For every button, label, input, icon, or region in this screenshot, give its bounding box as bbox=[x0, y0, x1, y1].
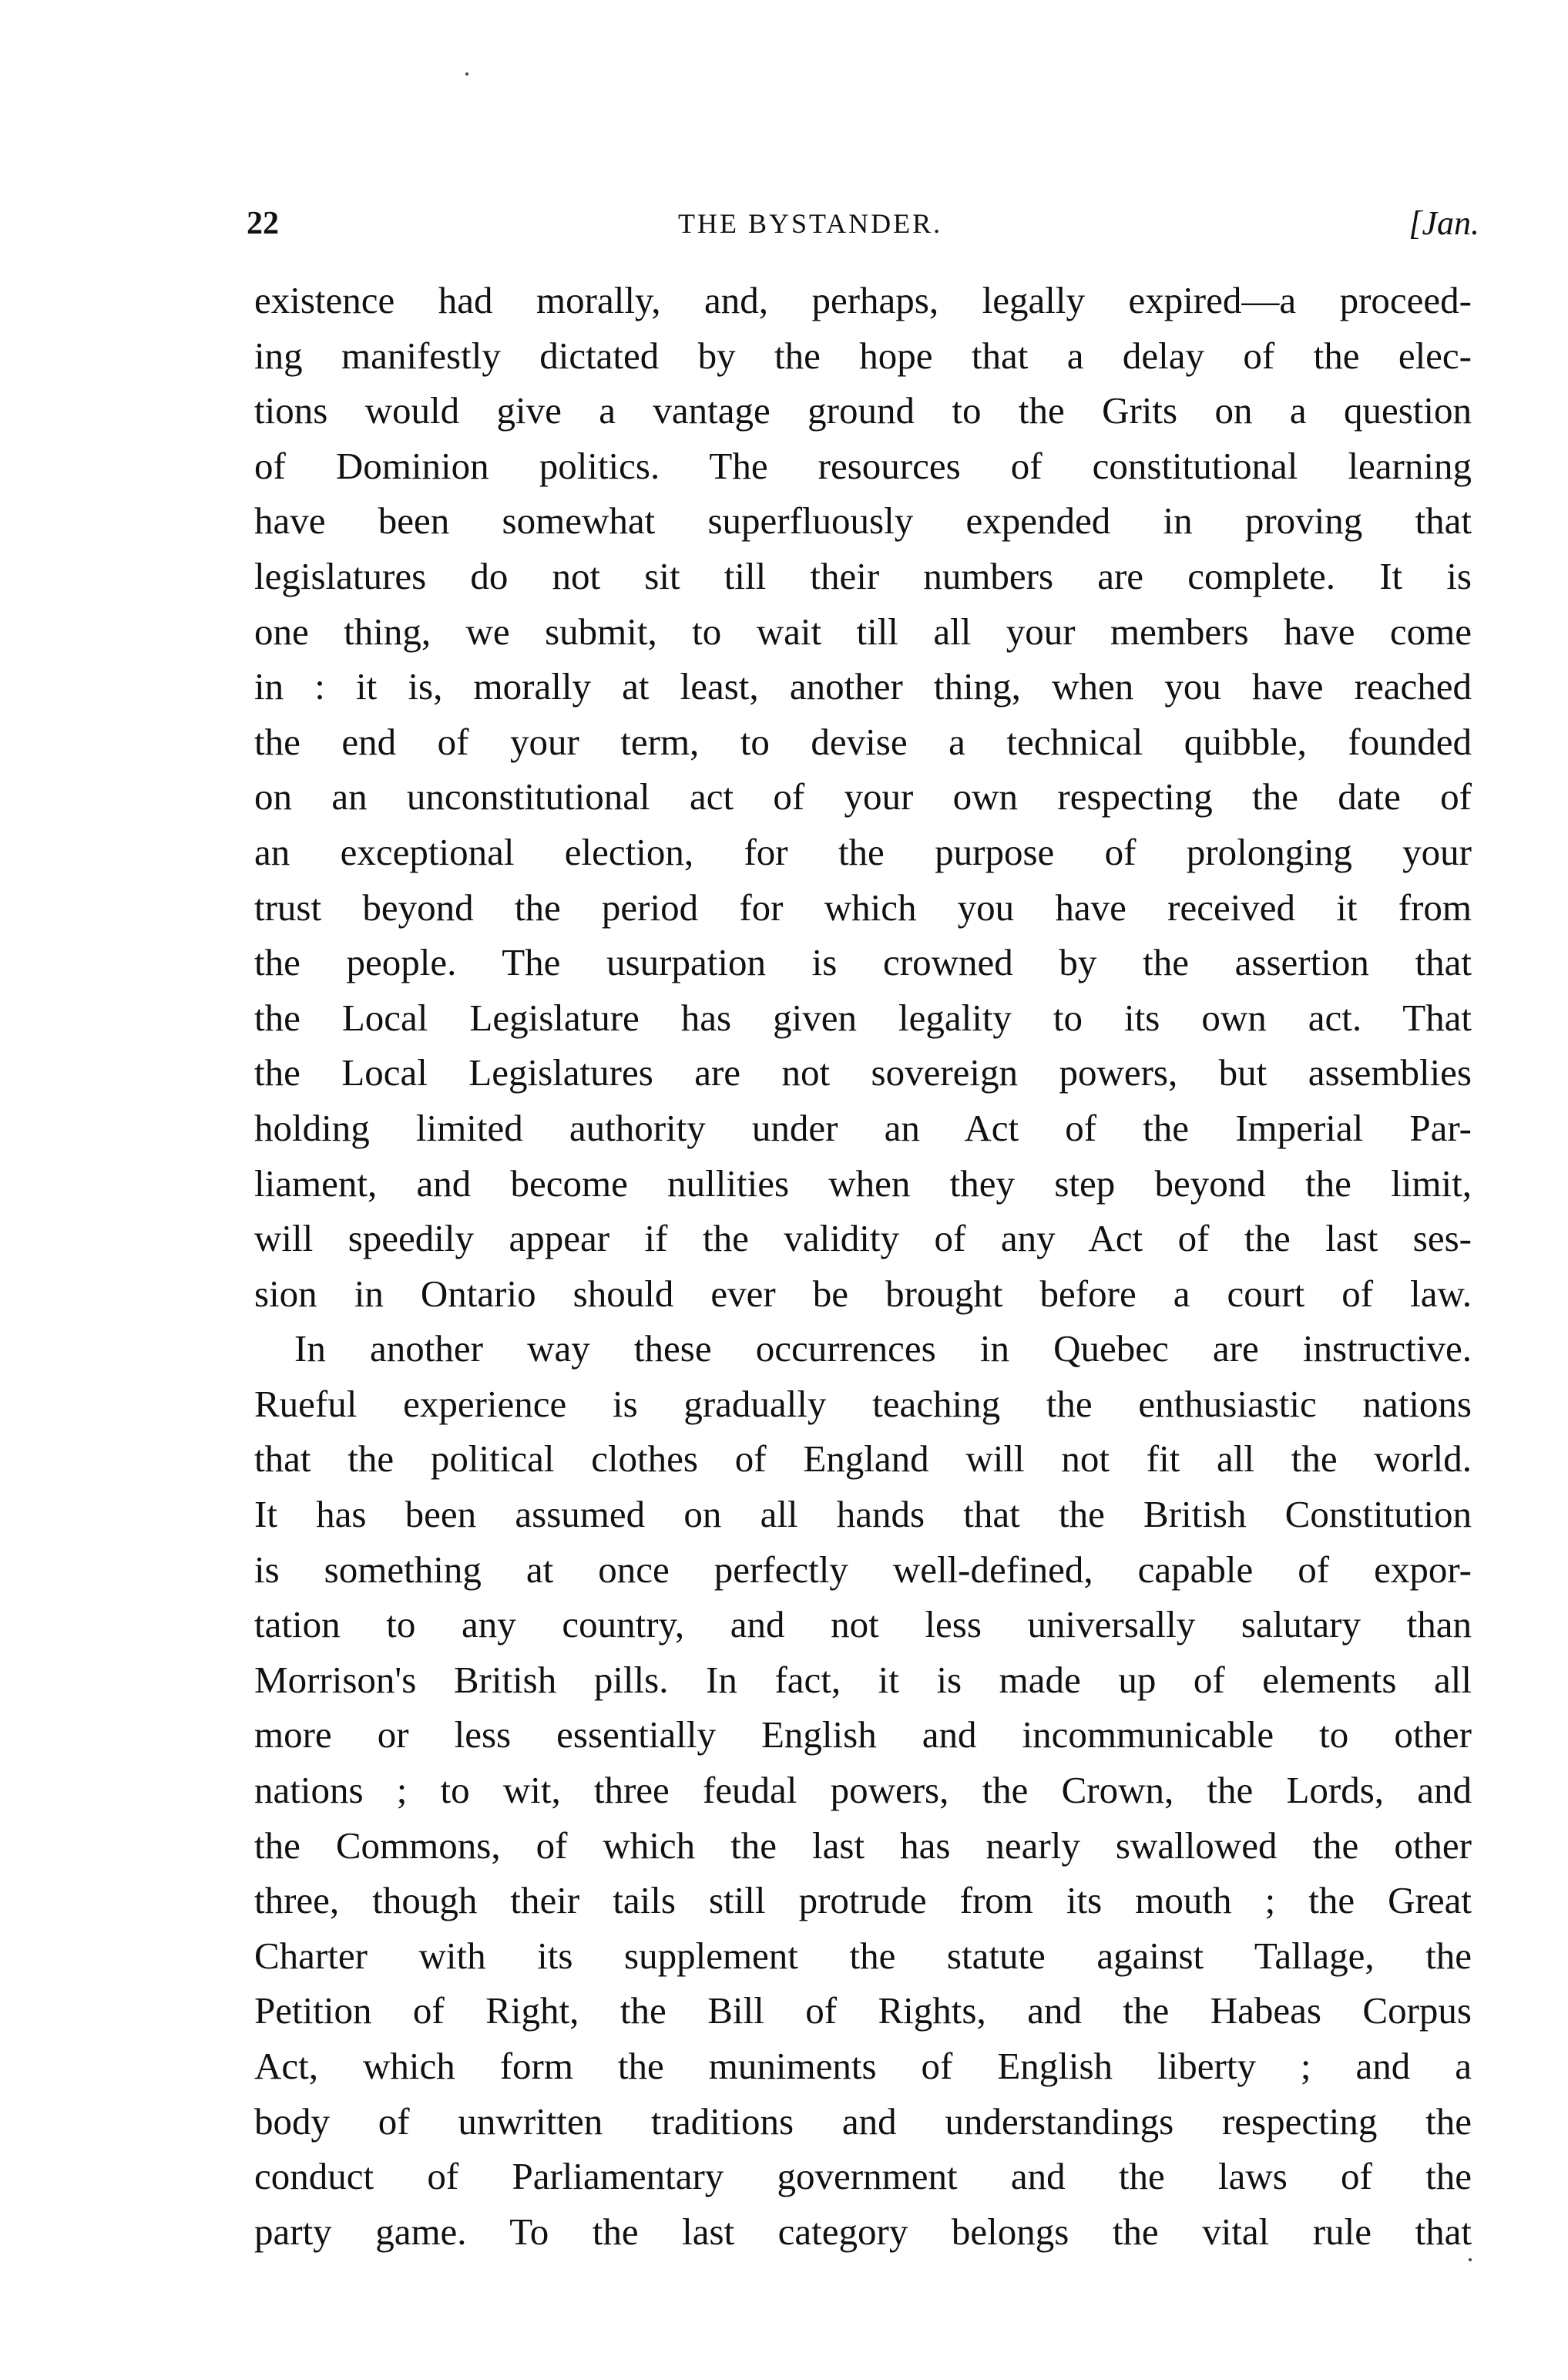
text-line: the end of your term, to devise a technical quibble, founded bbox=[254, 720, 1472, 763]
stray-dot bbox=[465, 72, 468, 76]
text-line: will speedily appear if the validity of any Act of the last ses- bbox=[254, 1217, 1472, 1260]
text-line: in : it is, morally at least, another thing, when you have reached bbox=[254, 665, 1472, 708]
text-line: that the political clothes of England will not fit all the world. bbox=[254, 1437, 1472, 1481]
text-line: have been somewhat superfluously expended in proving that bbox=[254, 499, 1472, 543]
text-line: In another way these occurrences in Quebec are instructive. bbox=[294, 1327, 1472, 1370]
text-line: one thing, we submit, to wait till all your members have come bbox=[254, 610, 1472, 653]
text-line: more or less essentially English and incommunicable to other bbox=[254, 1713, 1472, 1756]
text-line: Charter with its supplement the statute against Tallage, the bbox=[254, 1934, 1472, 1977]
stray-dot bbox=[1469, 2258, 1472, 2261]
text-line: legislatures do not sit till their numbers are complete. It is bbox=[254, 554, 1472, 597]
text-line: the Local Legislatures are not sovereign powers, but assemblies bbox=[254, 1051, 1472, 1094]
text-line: It has been assumed on all hands that the British Constitution bbox=[254, 1493, 1472, 1536]
text-line: the people. The usurpation is crowned by the assertion that bbox=[254, 941, 1472, 984]
text-line: holding limited authority under an Act of the Imperial Par- bbox=[254, 1106, 1472, 1149]
text-line: the Local Legislature has given legality to its own act. That bbox=[254, 996, 1472, 1039]
text-line: is something at once perfectly well-defined, capable of expor- bbox=[254, 1548, 1472, 1591]
text-line: tions would give a vantage ground to the Grits on a question bbox=[254, 389, 1472, 432]
text-line: on an unconstitutional act of your own respecting the date of bbox=[254, 775, 1472, 819]
text-line: Rueful experience is gradually teaching the enthusiastic nations bbox=[254, 1382, 1472, 1425]
text-line: tation to any country, and not less universally salutary than bbox=[254, 1603, 1472, 1646]
text-line: body of unwritten traditions and understandings respecting the bbox=[254, 2099, 1472, 2143]
text-line: existence had morally, and, perhaps, legally expired—a proceed- bbox=[254, 279, 1472, 321]
text-line: nations ; to wit, three feudal powers, the Crown, the Lords, and bbox=[254, 1769, 1472, 1812]
text-line: ing manifestly dictated by the hope that a delay of the elec- bbox=[254, 334, 1472, 377]
text-line: Act, which form the muniments of English liberty ; and a bbox=[254, 2045, 1472, 2087]
text-line: liament, and become nullities when they step beyond the limit, bbox=[254, 1161, 1472, 1205]
month-marker: [Jan. bbox=[1409, 204, 1479, 242]
text-line: three, though their tails still protrude from its mouth ; the Great bbox=[254, 1879, 1472, 1922]
text-line: sion in Ontario should ever be brought before a court of law. bbox=[254, 1272, 1472, 1315]
page-header bbox=[247, 199, 1479, 248]
text-line: party game. To the last category belongs the vital rule that bbox=[254, 2210, 1472, 2253]
text-line: an exceptional election, for the purpose of prolonging your bbox=[254, 830, 1472, 873]
text-line: the Commons, of which the last has nearly swallowed the other bbox=[254, 1824, 1472, 1867]
running-title: THE BYSTANDER. bbox=[678, 208, 943, 239]
text-line: Morrison's British pills. In fact, it is made up of elements all bbox=[254, 1658, 1472, 1701]
text-line: trust beyond the period for which you have received it from bbox=[254, 886, 1472, 929]
text-line: Petition of Right, the Bill of Rights, and the Habeas Corpus bbox=[254, 1989, 1472, 2032]
page-number: 22 bbox=[247, 206, 279, 241]
text-line: conduct of Parliamentary government and the laws of the bbox=[254, 2155, 1472, 2198]
body-text bbox=[254, 273, 1472, 2259]
text-line: of Dominion politics. The resources of constitutional learning bbox=[254, 444, 1472, 487]
